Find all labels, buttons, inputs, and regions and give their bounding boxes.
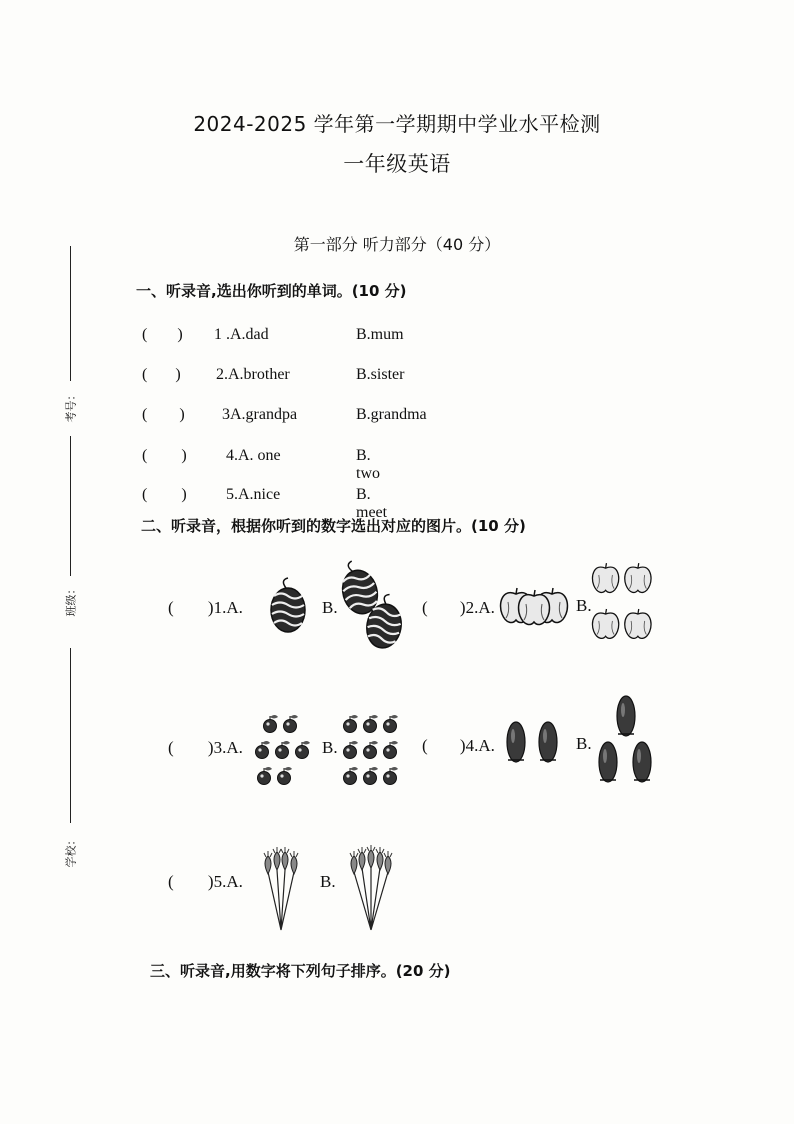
- pic-question-1: [168, 598, 243, 618]
- label-b: B.: [320, 872, 336, 891]
- option-b: B.mum: [356, 326, 404, 343]
- question-row-5: [142, 486, 388, 521]
- answer-paren[interactable]: ( ): [142, 447, 187, 464]
- pic-question-5: [168, 872, 243, 892]
- label-a: )3.A.: [207, 738, 243, 757]
- label-b: B.: [576, 596, 592, 615]
- option-b: B. two: [356, 447, 380, 482]
- answer-paren-open[interactable]: (: [168, 738, 174, 757]
- side-line-low: [70, 648, 71, 823]
- option-b: B.grandma: [356, 406, 427, 423]
- nine-plums-icon[interactable]: [338, 704, 404, 790]
- seven-plums-icon[interactable]: [252, 704, 312, 790]
- pic-question-2: [422, 598, 495, 618]
- side-label-school: 学校：: [64, 834, 78, 868]
- label-a: )4.A.: [459, 736, 495, 755]
- four-flowers-icon[interactable]: [258, 842, 304, 934]
- side-label-class: 班级：: [64, 583, 78, 617]
- question-row-1: [142, 326, 404, 344]
- pic-question-3: [168, 738, 243, 758]
- answer-paren-open[interactable]: (: [168, 598, 174, 617]
- side-line-mid: [70, 436, 71, 576]
- three-apples-icon[interactable]: [500, 578, 570, 634]
- option-b: B.sister: [356, 366, 405, 383]
- section1-title: 一、听录音,选出你听到的单词。(10 分): [136, 282, 407, 300]
- exam-title: 2024-2025 学年第一学期期中学业水平检测: [193, 112, 601, 136]
- four-apples-icon[interactable]: [592, 558, 652, 652]
- answer-paren[interactable]: ( ): [142, 406, 185, 423]
- question-row-2: [142, 366, 405, 384]
- five-flowers-icon[interactable]: [346, 840, 396, 934]
- side-line-top: [70, 246, 71, 381]
- option-a: 4.A. one: [226, 447, 281, 464]
- question-row-3: [142, 406, 427, 424]
- answer-paren[interactable]: ( ): [142, 326, 183, 343]
- side-label-exam-no: 考号：: [64, 389, 78, 423]
- option-a: 5.A.nice: [226, 486, 281, 503]
- answer-paren-open[interactable]: (: [422, 598, 428, 617]
- exam-subtitle: 一年级英语: [343, 152, 451, 176]
- question-row-4: [142, 447, 380, 482]
- label-b: B.: [322, 738, 338, 757]
- two-watermelons-icon[interactable]: [338, 560, 408, 660]
- answer-paren[interactable]: ( ): [142, 366, 181, 383]
- label-b: B.: [576, 734, 592, 753]
- label-a: )2.A.: [459, 598, 495, 617]
- option-a: 3A.grandpa: [222, 406, 298, 423]
- label-a: )5.A.: [207, 872, 243, 891]
- option-b: B. meet: [356, 486, 388, 521]
- label-a: )1.A.: [207, 598, 243, 617]
- one-watermelon-icon[interactable]: [262, 570, 312, 640]
- option-a: 1 .A.dad: [214, 326, 269, 343]
- answer-paren-open[interactable]: (: [422, 736, 428, 755]
- section2-title: 二、听录音，根据你听到的数字选出对应的图片。(10 分): [141, 517, 526, 535]
- answer-paren-open[interactable]: (: [168, 872, 174, 891]
- part1-title: 第一部分 听力部分（40 分）: [293, 235, 501, 254]
- option-a: 2.A.brother: [216, 366, 290, 383]
- label-b: B.: [322, 598, 338, 617]
- answer-paren[interactable]: ( ): [142, 486, 187, 503]
- pic-question-4: [422, 736, 495, 756]
- section3-title: 三、听录音,用数字将下列句子排序。(20 分): [150, 962, 451, 980]
- three-eggs-icon[interactable]: [596, 692, 658, 792]
- two-eggs-icon[interactable]: [502, 716, 568, 772]
